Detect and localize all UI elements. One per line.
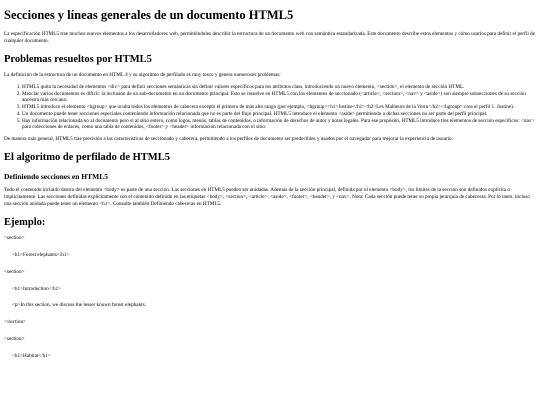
code-line: <h1>Forest elephants</h1> <box>12 252 70 259</box>
list-item: 2. Mezclar varios documentos es difícil: la inclusión de un sub-documento en un documento principal. Esto se resuelve en HTML5 con los elementos de seccionado (<article>, <section>, <nav> y <aside>) son siempre subsecciones de su sección ancestra más cercana. <box>22 91 536 105</box>
section-heading-problems: Problemas resueltos por HTML5 <box>4 53 152 65</box>
code-line: <section> <box>4 268 25 275</box>
problems-lead: La definición de la estructura de un documento en HTML 4 y su algoritmo de perfilado es muy tosco y genera numerosos problemas: <box>4 72 281 79</box>
code-line: <h1>Introduction</h1> <box>12 285 62 292</box>
code-line: <section> <box>4 335 25 342</box>
algorithm-paragraph: Todo el contenido incluido dentro del elemento <body> es parte de una sección. Las secciones en HTML5 pueden ser anidadas. Además de la sección principal, definida por el elemento <body>, los límites de la sección son definidos explícita o implícitamente. Las secciones definidas explícitamente son el contenido definido en las etiquetas <body>, <section>, <article>, <aside>, <footer>, <header>, y <nav>. Nota: Cada sección puede tener su propia jerarquía de cabeceras. Por lo tanto, incluso una sección anidada puede tener un elemento <h1>. Consulte también Definiendo cabeceras en HTML5. <box>4 187 530 207</box>
example-heading: Ejemplo: <box>4 216 46 228</box>
section-heading-algorithm: El algoritmo de perfilado de HTML5 <box>4 151 170 163</box>
list-item: 5. Hay información relacionada no al documento pero si al sitio entero, como logos, menús, tablas de contenidos, o información de derechos de autor y notas legales. Para ese propósito, HTML5 introduce tres elementos de sección específicos: <nav> para colecciones de enlaces, como una tabla de contenidos, <footer> y <header> información relacionada con el sitio. <box>22 118 536 132</box>
list-item: 1. HTML5 quita la necesidad de elementos <div> para definir secciones semánticas sin definir valores específicos para los atributos class, introduciendo un nuevo elemento, <section>, el elemento de sección HTML. <box>22 84 536 91</box>
intro-paragraph: La especificación HTML5 trae muchos nuevos elementos a los desarrolladores web, permitiéndoles describir la estructura de un documento web con semántica estandarizada. Este documento describe estos elementos y cómo usarlos para definir el perfil de cualquier documento. <box>4 31 535 44</box>
code-line: </section> <box>4 319 26 326</box>
code-example <box>4 235 536 359</box>
code-line: <p>In this section, we discuss the lesser known forest elephants. <box>12 302 146 309</box>
problems-closing: De manera más general, HTML5 trae precisión a las características de seccionado y cabecera, permitiendo a los perfiles de documento ser predecibles y usados por el navegador para mejorar la experiencia de usuario. <box>4 136 453 143</box>
subheading-defining-sections: Definiendo secciones en HTML5 <box>4 172 108 182</box>
code-line: <h1>Habitat</h1> <box>12 352 51 359</box>
code-line: <section> <box>4 235 25 242</box>
list-item: 3. HTML5 introduce el elemento <hgroup> que oculta todos los elementos de cabecera excepto el primero de más alto rango (por ejemplo, <hgroup><h1>Justine</h1><h2>Les Malheurs de la Vertu</h2></hgroup> crea el perfil 1. Justine). <box>22 104 536 111</box>
page-title: Secciones y líneas generales de un documento HTML5 <box>4 8 294 22</box>
problems-list <box>4 84 536 131</box>
list-item: 4. Un documento puede tener secciones especiales conteniendo información relacionada que no es parte del flujo principal. HTML5 introduce el elemento <aside> permitiendo a dichas secciones no ser parte del perfil principal. <box>22 111 536 118</box>
